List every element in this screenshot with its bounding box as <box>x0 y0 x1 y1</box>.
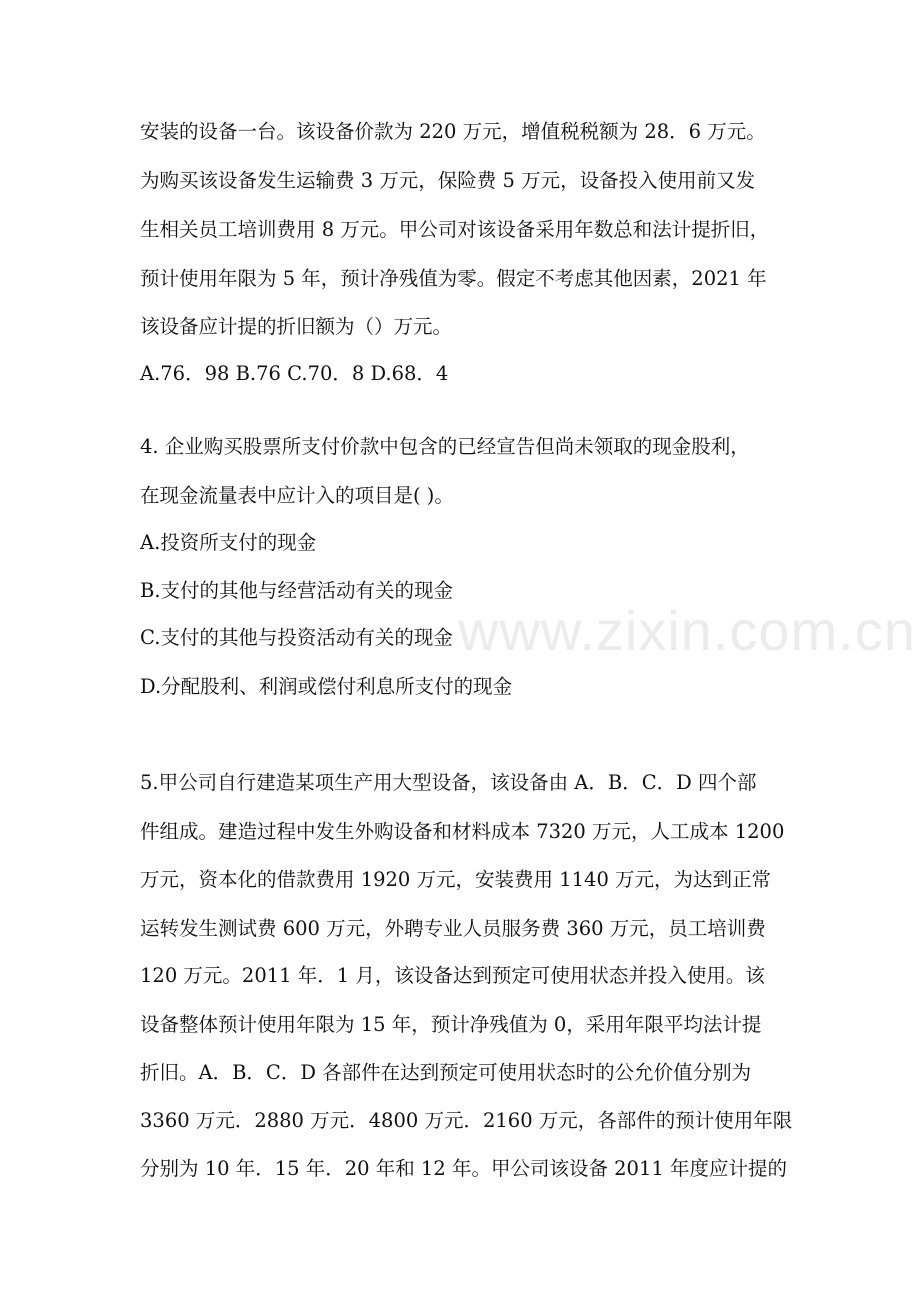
question-3-line: 安装的设备一台。该设备价款为 220 万元，增值税税额为 28．6 万元。 <box>140 120 766 143</box>
question-5-line: 万元，资本化的借款费用 1920 万元，安装费用 1140 万元，为达到正常 <box>140 868 772 891</box>
question-5-line: 运转发生测试费 600 万元，外聘专业人员服务费 360 万元，员工培训费 <box>140 917 766 940</box>
question-3-line: 为购买该设备发生运输费 3 万元，保险费 5 万元，设备投入使用前又发 <box>140 169 756 192</box>
question-5-line: 120 万元。2011 年．1 月，该设备达到预定可使用状态并投入使用。该 <box>140 964 765 987</box>
question-5-line: 件组成。建造过程中发生外购设备和材料成本 7320 万元，人工成本 1200 <box>140 820 785 843</box>
question-5-line: 3360 万元．2880 万元．4800 万元．2160 万元，各部件的预计使用年限 <box>140 1109 793 1132</box>
question-3-line: 预计使用年限为 5 年，预计净残值为零。假定不考虑其他因素，2021 年 <box>140 267 767 290</box>
question-3-options: A.76．98 B.76 C.70．8 D.68．4 <box>140 362 449 385</box>
question-4-stem-line: 4. 企业购买股票所支付价款中包含的已经宣告但尚未领取的现金股利， <box>140 435 750 458</box>
question-3-line: 生相关员工培训费用 8 万元。甲公司对该设备采用年数总和法计提折旧， <box>140 218 770 241</box>
question-5-line: 分别为 10 年．15 年．20 年和 12 年。甲公司该设备 2011 年度应计提的 <box>140 1157 787 1180</box>
question-4-stem-line: 在现金流量表中应计入的项目是( )。 <box>140 484 454 507</box>
question-4-option-a: A.投资所支付的现金 <box>140 531 317 554</box>
question-4-option-b: B.支付的其他与经营活动有关的现金 <box>140 579 454 602</box>
watermark: www.zixin.com.cn <box>458 599 916 662</box>
question-3-line: 该设备应计提的折旧额为（）万元。 <box>140 315 453 338</box>
question-4-option-c: C.支付的其他与投资活动有关的现金 <box>140 626 453 649</box>
question-5-line: 折旧。A．B．C．D 各部件在达到预定可使用状态时的公允价值分别为 <box>140 1061 752 1084</box>
question-5-line: 5.甲公司自行建造某项生产用大型设备，该设备由 A．B．C．D 四个部 <box>140 771 757 794</box>
question-5-line: 设备整体预计使用年限为 15 年，预计净残值为 0，采用年限平均法计提 <box>140 1013 762 1036</box>
question-4-option-d: D.分配股利、利润或偿付利息所支付的现金 <box>140 675 513 698</box>
